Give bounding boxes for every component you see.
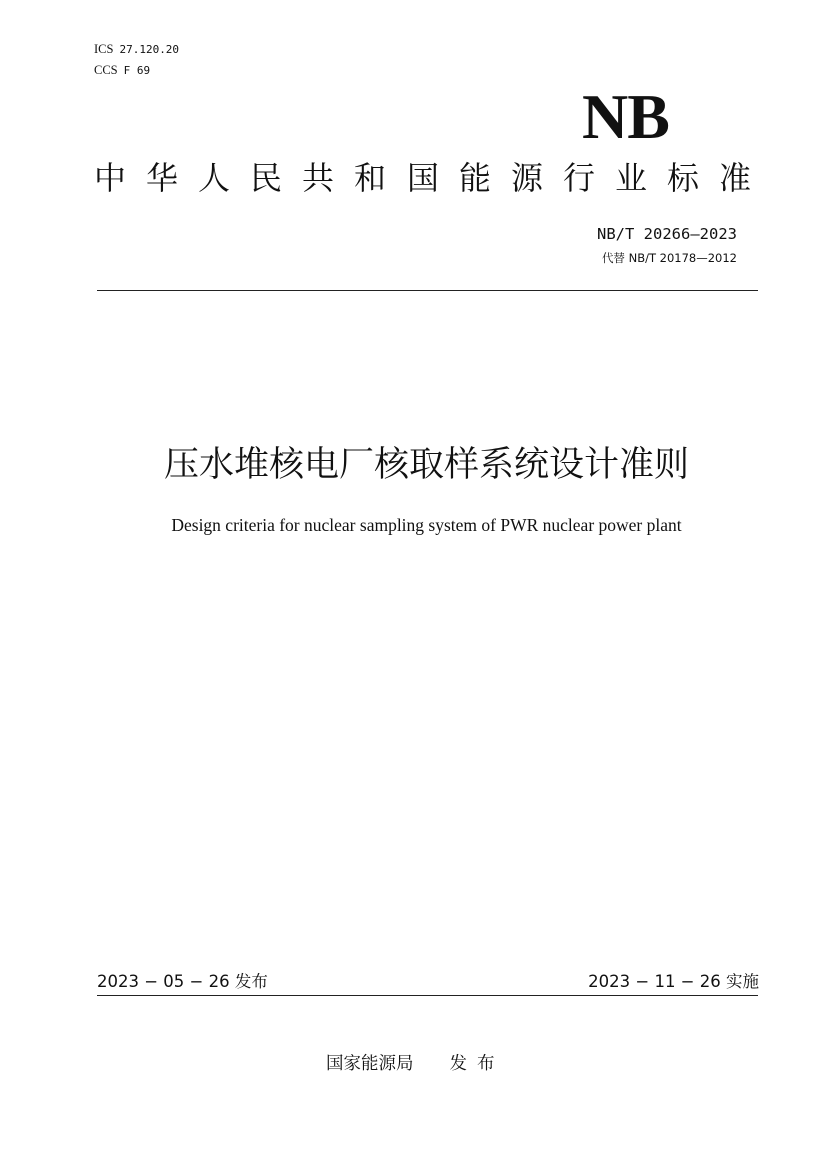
standard-title-char: 源 (510, 159, 543, 197)
ics-classification (94, 41, 179, 58)
replaces-standard: 代替 NB/T 20178—2012 (601, 251, 737, 265)
standard-title-char: 华 (145, 159, 178, 197)
document-title-english: Design criteria for nuclear sampling system of PWR nuclear power plant (171, 515, 682, 535)
ics-code: 27.120.20 (119, 43, 180, 56)
standard-title-char: 业 (614, 159, 647, 197)
standard-title-char: 和 (353, 159, 386, 197)
standard-title-char: 人 (197, 159, 230, 197)
standard-title-char: 中 (93, 159, 126, 197)
issuer-name: 国家能源局 (326, 1054, 414, 1074)
issue-date: 2023 − 05 − 26 发布 (97, 972, 268, 991)
standard-title-char: 民 (249, 159, 282, 197)
ics-label: ICS (94, 42, 114, 56)
standard-title-char: 能 (458, 159, 491, 197)
ccs-classification (94, 62, 150, 79)
issuer-action: 发布 (449, 1054, 505, 1074)
standard-title-char: 准 (718, 159, 751, 197)
nb-logo: NB (582, 81, 669, 152)
ccs-label: CCS (94, 63, 118, 77)
ccs-code: F 69 (123, 64, 151, 77)
standard-title-char: 标 (666, 159, 699, 197)
standard-number: NB/T 20266—2023 (597, 225, 737, 243)
standard-title-char: 共 (301, 159, 334, 197)
implementation-date: 2023 − 11 − 26 实施 (588, 972, 759, 991)
issuer-line (326, 1052, 505, 1076)
header-divider (97, 290, 758, 291)
document-title-chinese: 压水堆核电厂核取样系统设计准则 (163, 445, 689, 485)
standard-title-char: 国 (406, 159, 439, 197)
standard-title-char: 行 (562, 159, 595, 197)
footer-divider (97, 995, 758, 996)
